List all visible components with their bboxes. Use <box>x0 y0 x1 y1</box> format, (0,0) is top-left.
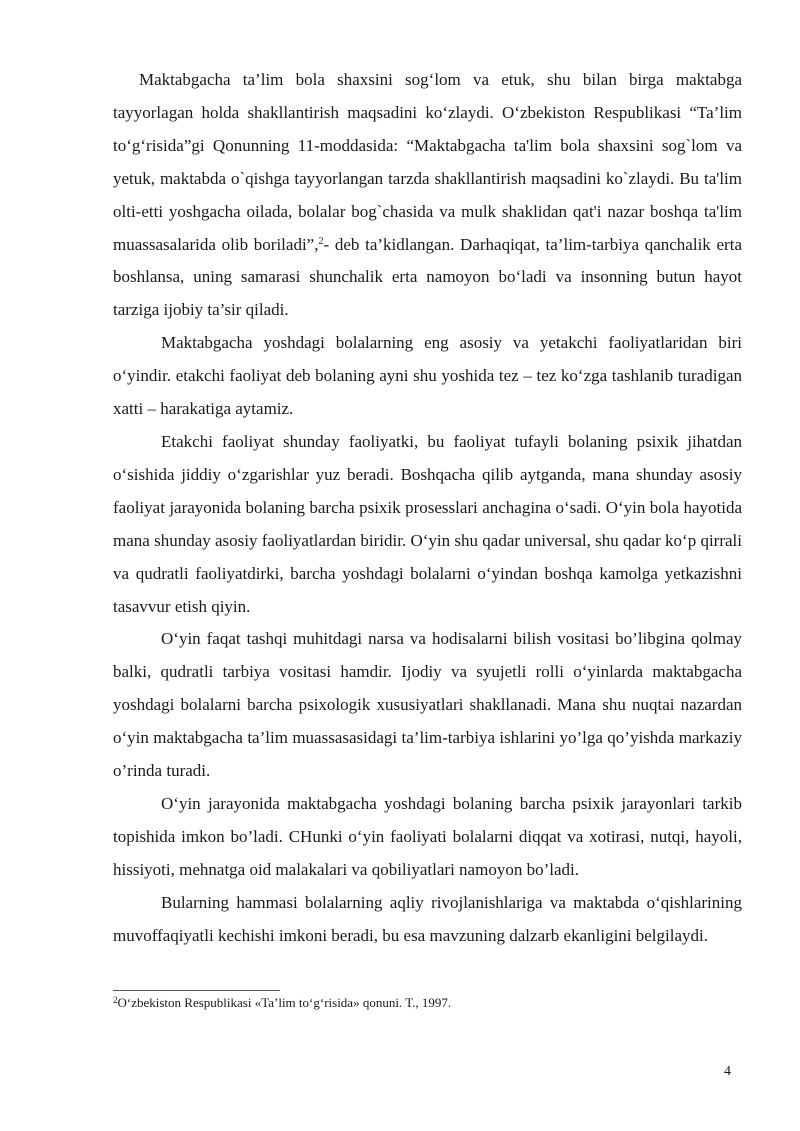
paragraph-3: Etakchi faoliyat shunday faoliyatki, bu faoliyat tufayli bolaning psixik jihatdan o‘sishida jiddiy o‘zgarishlar yuz beradi. Boshqacha qilib aytganda, mana shunday asosiy faoliyat jarayonida bolaning barcha psixik prosesslari anchagina o‘sadi. O‘yin bola hayotida mana shunday asosiy faoliyatlardan biridir. O‘yin shu qadar universal, shu qadar ko‘p qirrali va qudratli faoliyatdirki, barcha yoshdagi bolalarni o‘yindan boshqa kamolga yetkazishni tasavvur etish qiyin. <box>113 431 742 616</box>
body-text <box>113 64 742 952</box>
footnote-reference: 2 <box>318 235 324 247</box>
footnote <box>113 994 742 1012</box>
paragraph-4: O‘yin faqat tashqi muhitdagi narsa va hodisalarni bilish vositasi bo’libgina qolmay balki, qudratli tarbiya vositasi hamdir. Ijodiy va syujetli rolli o‘yinlarda maktabgacha yoshdagi bolalarni barcha psixologik xususiyatlari shakllanadi. Mana shu nuqtai nazardan o‘yin maktabgacha ta’lim muassasasidagi ta’lim-tarbiya ishlarini yo’lga qo’yishda markaziy o’rinda turadi. <box>113 629 742 781</box>
footnote-separator <box>113 990 280 991</box>
paragraph-1 <box>113 64 742 327</box>
paragraph-1-text-b: - deb ta’kidlangan. Darhaqiqat, ta’lim-tarbiya qanchalik erta boshlansa, uning samarasi shunchalik erta namoyon bo‘ladi va insonning butun hayot tarziga ijobiy ta’sir qiladi. <box>113 234 742 320</box>
page-number: 4 <box>724 1064 731 1079</box>
paragraph-1-text-a: Maktabgacha ta’lim bola shaxsini sog‘lom va etuk, shu bilan birga maktabga tayyorlagan holda shakllantirish maqsadini ko‘zlaydi. O‘zbekiston Respublikasi “Ta’lim to‘g‘risida”gi Qonunning 11-moddasida: “Maktabgacha ta'lim bola shaxsini sog`lom va yetuk, maktabda o`qishga tayyorlangan tarzda shakllantirish maqsadini ko`zlaydi. Bu ta'lim olti-etti yoshgacha oilada, bolalar bog`chasida va mulk shaklidan qat'i nazar boshqa ta'lim muassasalarida olib boriladi”, <box>113 70 742 254</box>
paragraph-5: O‘yin jarayonida maktabgacha yoshdagi bolaning barcha psixik jarayonlari tarkib topishida imkon bo’ladi. CHunki o‘yin faoliyati bolalarni diqqat va xotirasi, nutqi, hayoli, hissiyoti, mehnatga oid malakalari va qobiliyatlari namoyon bo’ladi. <box>113 793 742 879</box>
paragraph-6: Bularning hammasi bolalarning aqliy rivojlanishlariga va maktabda o‘qishlarining muvoffaqiyatli kechishi imkoni beradi, bu esa mavzuning dalzarb ekanligini belgilaydi. <box>113 892 742 945</box>
footnote-text: O‘zbekiston Respublikasi «Ta’lim to‘g‘risida» qonuni. T., 1997. <box>117 995 452 1010</box>
paragraph-2: Maktabgacha yoshdagi bolalarning eng asosiy va yetakchi faoliyatlaridan biri o‘yindir. etakchi faoliyat deb bolaning ayni shu yoshida tez – tez ko‘zga tashlanib turadigan xatti – harakatiga aytamiz. <box>113 333 742 419</box>
footnote-marker: 2 <box>113 995 118 1005</box>
